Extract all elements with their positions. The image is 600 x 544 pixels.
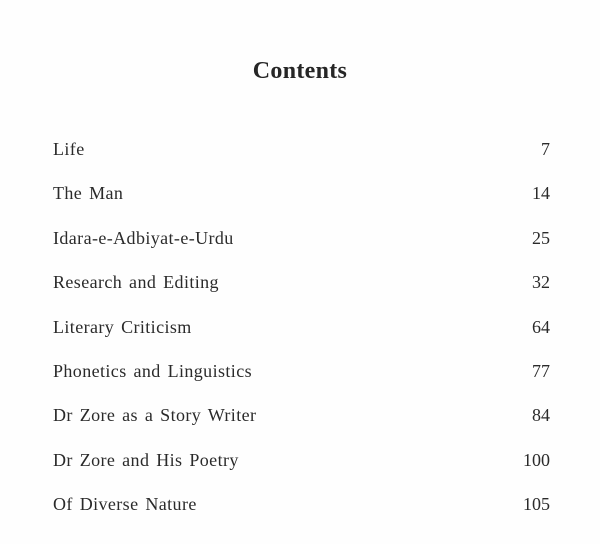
toc-entry	[53, 178, 550, 222]
toc-entry-page-number: 84	[532, 405, 550, 426]
toc-entry	[53, 134, 550, 178]
toc-entry-title: The Man	[53, 183, 124, 204]
toc-entry-title: Idara-e-Adbiyat-e-Urdu	[53, 227, 234, 248]
toc-entry-title: Research and Editing	[53, 272, 219, 293]
toc-entry-title: Phonetics and Linguistics	[53, 360, 252, 381]
toc-entry-title: Dr Zore and His Poetry	[53, 449, 239, 470]
toc-entry-page-number: 77	[532, 360, 550, 381]
toc-entry	[53, 312, 550, 356]
toc-entry-page-number: 7	[541, 139, 550, 159]
table-of-contents	[53, 134, 550, 534]
toc-entry	[53, 223, 550, 267]
toc-entry-page-number: 100	[523, 449, 550, 470]
toc-entry-page-number: 32	[532, 272, 550, 293]
toc-entry-title: Life	[53, 139, 85, 159]
toc-entry	[53, 489, 550, 533]
toc-entry	[53, 400, 550, 444]
toc-entry-page-number: 105	[523, 494, 550, 515]
toc-entry-page-number: 25	[532, 227, 550, 248]
toc-entry	[53, 445, 550, 489]
toc-entry-page-number: 64	[532, 316, 550, 337]
toc-entry	[53, 267, 550, 311]
toc-entry-page-number: 14	[532, 183, 550, 204]
page-title: Contents	[252, 58, 348, 84]
toc-entry	[53, 356, 550, 400]
toc-entry-title: Dr Zore as a Story Writer	[53, 405, 257, 426]
toc-entry-title: Literary Criticism	[53, 316, 192, 337]
toc-entry-title: Of Diverse Nature	[53, 494, 197, 515]
